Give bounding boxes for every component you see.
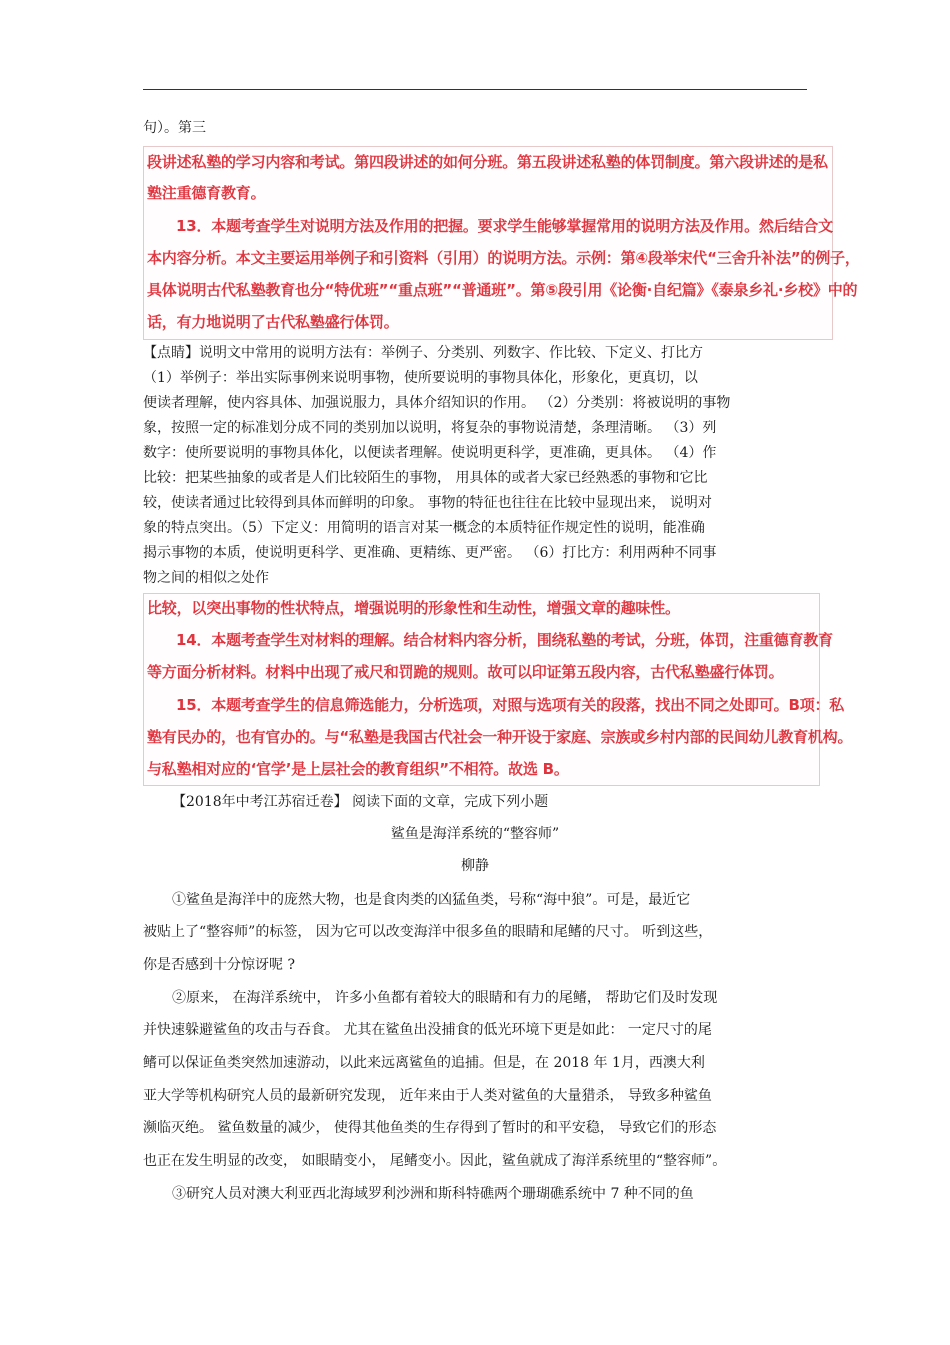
article-line: 濒临灭绝。 鲨鱼数量的减少， 使得其他鱼类的生存得到了暂时的和平安稳， 导致它们的形态 (143, 1120, 717, 1136)
answer-line: 等方面分析材料。材料中出现了戒尺和罚跪的规则。故可以印证第五段内容，古代私塾盛行体罚。 (147, 663, 784, 681)
exam-source: 【2018年中考江苏宿迁卷】 阅读下面的文章，完成下列小题 (172, 794, 549, 810)
answer-line: 塾注重德育教育。 (147, 184, 266, 202)
tips-line: 揭示事物的本质，使说明更科学、更准确、更精练、更严密。 （6）打比方：利用两种不同事 (143, 545, 717, 561)
answer-line: 段讲述私塾的学习内容和考试。第四段讲述的如何分班。第五段讲述私塾的体罚制度。第六段讲述的是私 (147, 153, 828, 171)
tips-line: 象，按照一定的标准划分成不同的类别加以说明，将复杂的事物说清楚，条理清晰。 （3）列 (143, 420, 717, 436)
answer-line: 比较，以突出事物的性状特点，增强说明的形象性和生动性，增强文章的趣味性。 (147, 599, 680, 617)
article-line: 亚大学等机构研究人员的最新研究发现， 近年来由于人类对鲨鱼的大量猎杀， 导致多种鲨鱼 (143, 1088, 712, 1104)
article-line: 鳍可以保证鱼类突然加速游动，以此来远离鲨鱼的追捕。但是，在 2018 年 1月，西澳大利 (143, 1055, 705, 1071)
article-line: ①鲨鱼是海洋中的庞然大物，也是食肉类的凶猛鱼类，号称“海中狼”。可是，最近它 (172, 892, 691, 908)
tips-line: 较，使读者通过比较得到具体而鲜明的印象。 事物的特征也往往在比较中显现出来， 说明对 (143, 495, 712, 511)
answer-line: 14．本题考查学生对材料的理解。结合材料内容分析，围绕私塾的考试，分班，体罚，注重德育教育 (176, 631, 833, 649)
article-line: ③研究人员对澳大利亚西北海域罗利沙洲和斯科特礁两个珊瑚礁系统中 7 种不同的鱼 (172, 1186, 694, 1202)
tips-line: 【点睛】说明文中常用的说明方法有：举例子、分类别、列数字、作比较、下定义、打比方 (143, 345, 703, 361)
article-line: ②原来， 在海洋系统中， 许多小鱼都有着较大的眼睛和有力的尾鳍， 帮助它们及时发现 (172, 990, 718, 1006)
answer-line: 13．本题考查学生对说明方法及作用的把握。要求学生能够掌握常用的说明方法及作用。然后结合文 (176, 217, 833, 235)
tips-line: 便读者理解，使内容具体、加强说服力，具体介绍知识的作用。 （2）分类别：将被说明的事物 (143, 395, 731, 411)
article-title: 鲨鱼是海洋系统的“整容师” (390, 826, 560, 842)
answer-line: 本内容分析。本文主要运用举例子和引资料（引用）的说明方法。示例：第④段举宋代“三舍升补法”的例子， (147, 249, 860, 267)
answer-box-1 (143, 146, 860, 340)
header-rule (143, 89, 807, 90)
article-line: 并快速躲避鲨鱼的攻击与吞食。 尤其在鲨鱼出没捕食的低光环境下更是如此： 一定尺寸的尾 (143, 1022, 712, 1038)
header-fragment: 句）。第三 (143, 120, 206, 136)
tips-line: 物之间的相似之处作 (143, 570, 269, 586)
answer-line: 话，有力地说明了古代私塾盛行体罚。 (147, 313, 399, 331)
tips-line: 比较：把某些抽象的或者是人们比较陌生的事物， 用具体的或者大家已经熟悉的事物和它比 (143, 470, 708, 486)
tips-line: （1）举例子：举出实际事例来说明事物，使所要说明的事物具体化，形象化，更真切，以 (143, 370, 698, 386)
answer-box-2 (143, 593, 853, 786)
answer-line: 具体说明古代私塾教育也分“特优班”“重点班”“普通班”。第⑤段引用《论衡·自纪篇》《泰泉乡礼·乡校》中的 (147, 281, 858, 299)
article-author: 柳静 (461, 858, 489, 874)
tips-line: 数字：使所要说明的事物具体化，以便读者理解。使说明更科学，更准确，更具体。 （4）作 (143, 445, 717, 461)
article-line: 被贴上了“整容师”的标签， 因为它可以改变海洋中很多鱼的眼睛和尾鳍的尺寸。 听到这些， (143, 924, 713, 940)
answer-line: 与私塾相对应的‘官学’是上层社会的教育组织”不相符。故选 B。 (147, 760, 569, 778)
article-line: 你是否感到十分惊讶呢 ? (143, 957, 295, 973)
answer-line: 塾有民办的，也有官办的。与“私塾是我国古代社会一种开设于家庭、宗族或乡村内部的民间幼儿教育机构。 (147, 728, 853, 746)
answer-line: 15．本题考查学生的信息筛选能力，分析选项，对照与选项有关的段落，找出不同之处即可。B项：私 (176, 696, 845, 714)
article-line: 也正在发生明显的改变， 如眼睛变小， 尾鳍变小。因此，鲨鱼就成了海洋系统里的“整容师”。 (143, 1153, 727, 1169)
tips-line: 象的特点突出。（5）下定义：用简明的语言对某一概念的本质特征作规定性的说明，能准确 (143, 520, 705, 536)
